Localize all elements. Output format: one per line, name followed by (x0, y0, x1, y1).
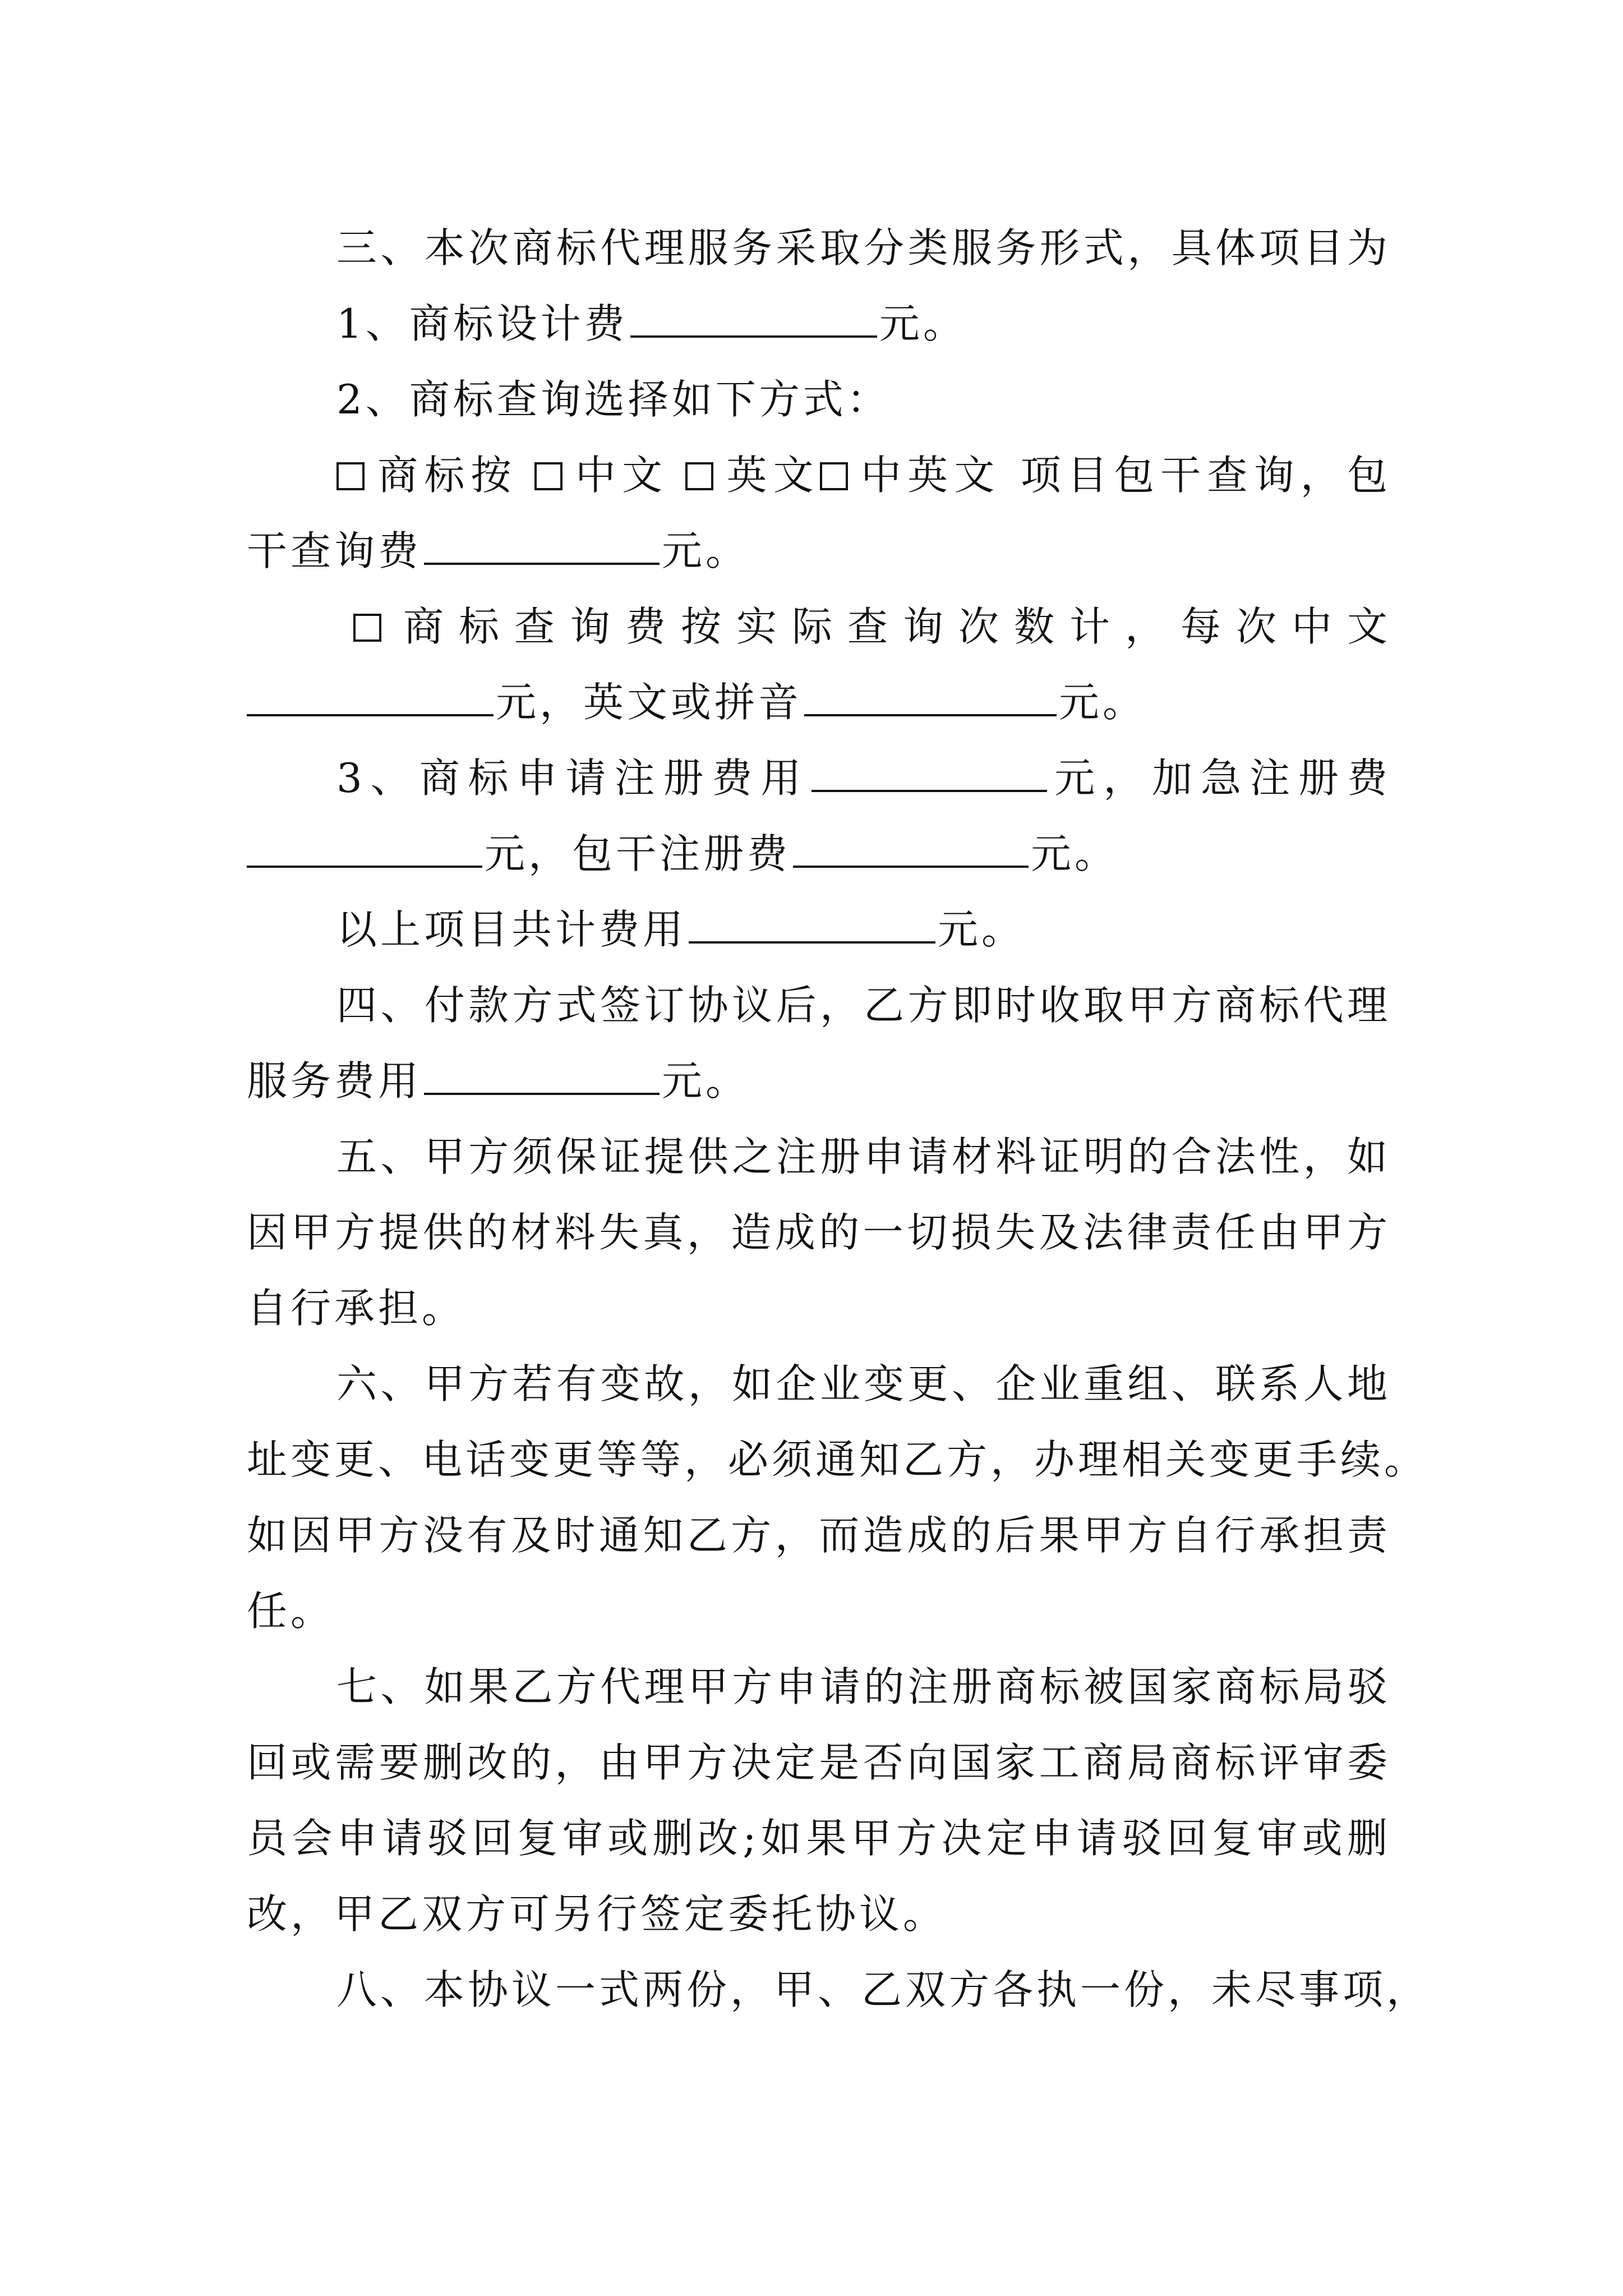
search-option-2: 商标查询费按实际查询次数计，每次中文 (353, 599, 1391, 655)
clause-5-line-3: 自行承担。 (247, 1285, 466, 1332)
clause-7-line-1: 七、如果乙方代理甲方申请的注册商标被国家商标局驳 (336, 1663, 1391, 1710)
clause-6-line-3: 如因甲方没有及时通知乙方，而造成的后果甲方自行承担责 (247, 1512, 1391, 1559)
checkbox-per-search[interactable] (353, 614, 381, 642)
checkbox-package-search[interactable] (336, 462, 365, 490)
package-search-fee-blank (424, 526, 660, 565)
package-registration-fee-blank (793, 829, 1029, 868)
english-search-fee-blank (804, 677, 1057, 716)
total-fee: 以上项目共计费用 元。 (336, 901, 1391, 958)
checkbox-chinese-english[interactable] (820, 462, 848, 490)
item-2-search-options: 2、商标查询选择如下方式： (336, 376, 891, 423)
item-3-cont: 元，包干注册费 元。 (247, 826, 1391, 882)
clause-6-line-1: 六、甲方若有变故，如企业变更、企业重组、联系人地 (336, 1360, 1391, 1407)
item-3-registration-fee: 3、商标申请注册费用 元，加急注册费 (336, 750, 1391, 806)
clause-5-line-2: 因甲方提供的材料失真，造成的一切损失及法律责任由甲方 (247, 1209, 1391, 1256)
service-fee-blank (424, 1056, 660, 1095)
clause-6-line-2: 址变更、电话变更等等，必须通知乙方，办理相关变更手续。 (247, 1436, 1428, 1483)
chinese-search-fee-blank (247, 677, 494, 716)
item-1-design-fee: 1、商标设计费 元。 (336, 296, 1391, 352)
clause-7-line-4: 改，甲乙双方可另行签定委托协议。 (247, 1890, 947, 1938)
search-option-1: 商标按 中文 英文 中英文 项目包干查询，包 (336, 447, 1391, 503)
clause-8-line-1: 八、本协议一式两份，甲、乙双方各执一份，未尽事项， (336, 1966, 1431, 2013)
checkbox-english[interactable] (685, 462, 713, 490)
clause-7-line-3: 员会申请驳回复审或删改;如果甲方决定申请驳回复审或删 (247, 1815, 1391, 1862)
design-fee-blank (630, 298, 877, 338)
clause-7-line-2: 回或需要删改的，由甲方决定是否向国家工商局商标评审委 (247, 1739, 1391, 1786)
clause-5-line-1: 五、甲方须保证提供之注册申请材料证明的合法性，如 (336, 1133, 1391, 1180)
total-fee-blank (689, 904, 935, 944)
clause-4-line-2: 服务费用 元。 (247, 1053, 1391, 1109)
checkbox-chinese[interactable] (534, 462, 562, 490)
search-option-1-cont: 干查询费 元。 (247, 523, 1391, 579)
clause-6-line-4: 任。 (247, 1588, 335, 1635)
registration-fee-blank (811, 753, 1047, 792)
clause-3-heading: 三、本次商标代理服务采取分类服务形式，具体项目为 (336, 224, 1391, 272)
search-option-2-cont: 元，英文或拼音 元。 (247, 674, 1391, 730)
clause-4-line-1: 四、付款方式签订协议后，乙方即时收取甲方商标代理 (336, 982, 1391, 1029)
urgent-fee-blank (247, 829, 482, 868)
